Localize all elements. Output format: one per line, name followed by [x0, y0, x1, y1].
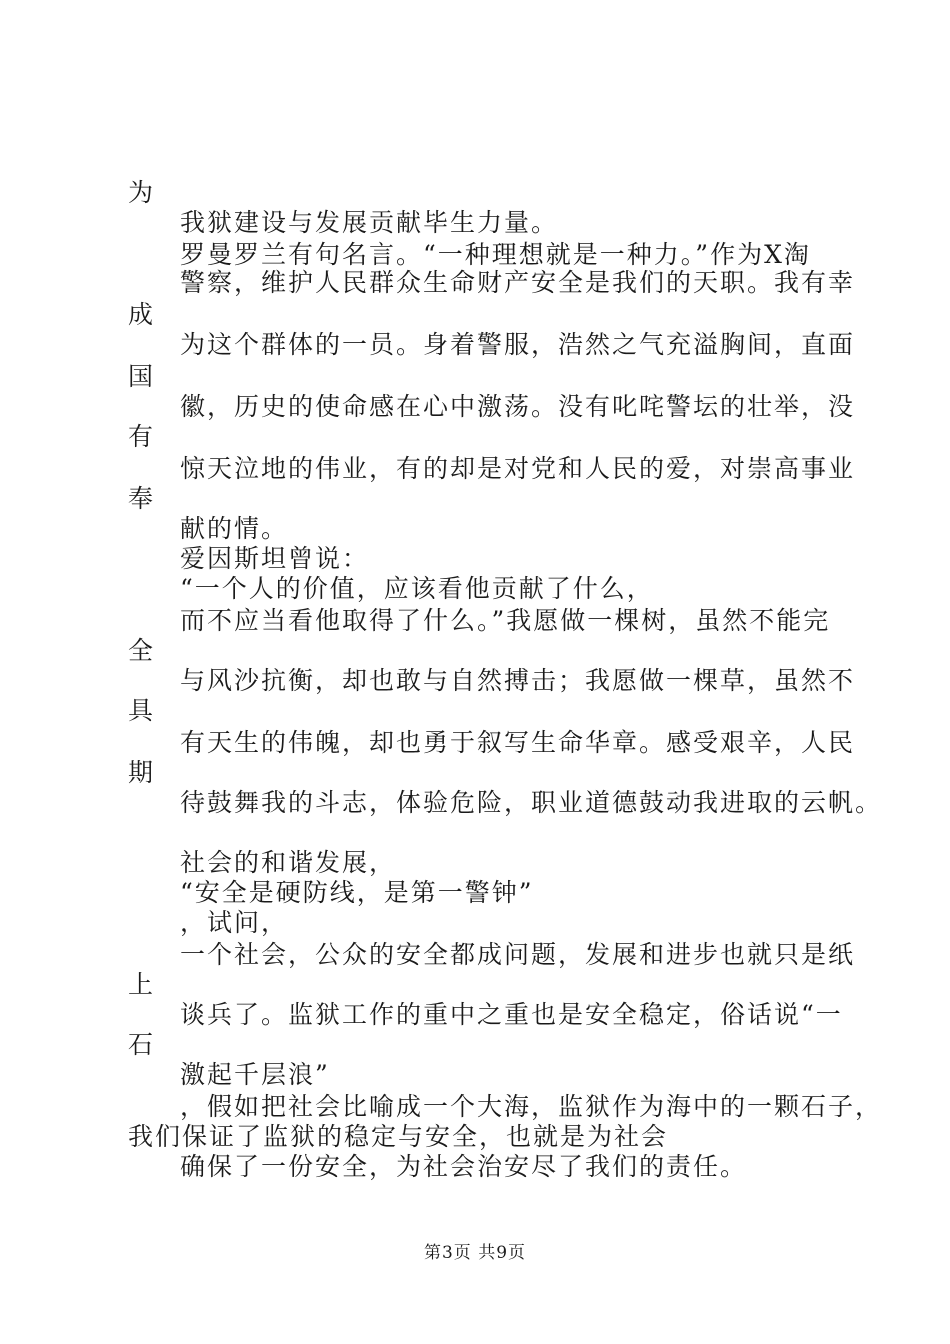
text-line-8: 徽，历史的使命感在心中激荡。没有叱咤警坛的壮举，没 [180, 392, 856, 421]
text-line-29: 激起千层浪” [180, 1060, 330, 1089]
text-line-24: ，试问， [180, 908, 289, 937]
text-line-6: 为这个群体的一员。身着警服，浩然之气充溢胸间，直面 [180, 330, 856, 359]
text-line-3: 罗曼罗兰有句名言。“一种理想就是一种力。”作为X淘 [180, 240, 811, 269]
text-line-7: 国 [128, 362, 156, 391]
text-line-1: 为 [128, 178, 156, 207]
text-line-28: 石 [128, 1030, 156, 1059]
text-line-30: ，假如把社会比喻成一个大海，监狱作为海中的一颗石子， [180, 1092, 883, 1121]
text-line-27: 谈兵了。监狱工作的重中之重也是安全稳定，俗话说“一 [180, 1000, 843, 1029]
text-line-22: 社会的和谐发展， [180, 848, 397, 877]
text-line-10: 惊天泣地的伟业，有的却是对党和人民的爱，对崇高事业 [180, 454, 856, 483]
text-line-18: 具 [128, 696, 156, 725]
text-line-21: 待鼓舞我的斗志，体验危险，职业道德鼓动我进取的云帆。 [180, 788, 883, 817]
text-line-19: 有天生的伟魄，却也勇于叙写生命华章。感受艰辛，人民 [180, 728, 856, 757]
text-line-23: “安全是硬防线，是第一警钟” [180, 878, 534, 907]
text-line-32: 确保了一份安全，为社会治安尽了我们的责任。 [180, 1152, 748, 1181]
text-line-17: 与风沙抗衡，却也敢与自然搏击；我愿做一棵草，虽然不 [180, 666, 856, 695]
text-line-31: 我们保证了监狱的稳定与安全，也就是为社会 [128, 1122, 669, 1151]
text-line-20: 期 [128, 758, 156, 787]
text-line-13: 爱因斯坦曾说： [180, 544, 370, 573]
text-line-16: 全 [128, 636, 156, 665]
text-line-25: 一个社会，公众的安全都成问题，发展和进步也就只是纸 [180, 940, 856, 969]
text-line-4: 警察，维护人民群众生命财产安全是我们的天职。我有幸 [180, 268, 856, 297]
text-line-5: 成 [128, 300, 156, 329]
text-line-15: 而不应当看他取得了什么。”我愿做一棵树，虽然不能完 [180, 606, 831, 635]
text-line-14: “一个人的价值，应该看他贡献了什么， [180, 574, 654, 603]
text-line-26: 上 [128, 970, 156, 999]
text-line-2: 我狱建设与发展贡献毕生力量。 [180, 208, 559, 237]
page-number-footer: 第3页 共9页 [423, 1243, 527, 1263]
text-line-11: 奉 [128, 484, 156, 513]
text-line-9: 有 [128, 422, 156, 451]
text-line-12: 献的情。 [180, 514, 289, 543]
